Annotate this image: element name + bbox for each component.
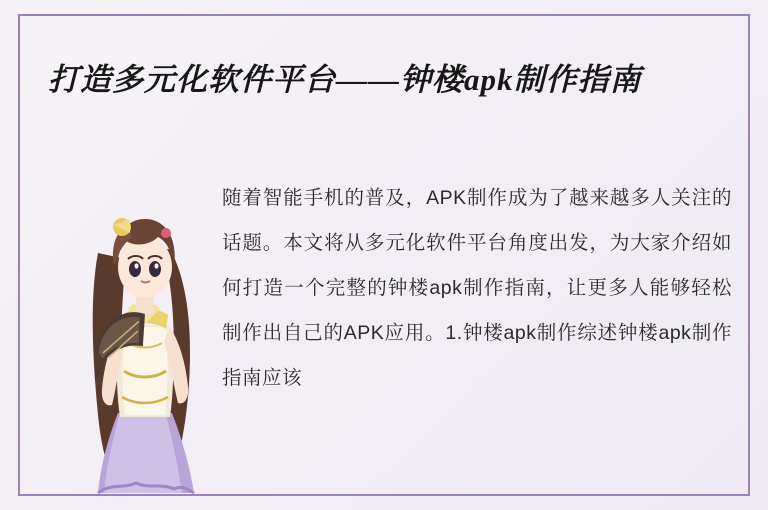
article-body: 随着智能手机的普及，APK制作成为了越来越多人关注的话题。本文将从多元化软件平台角度出发，为大家介绍如何打造一个完整的钟楼apk制作指南，让更多人能够轻松制作出自己的APK应用。1.钟楼apk制作综述钟楼apk制作指南应该 [222, 187, 732, 389]
page-title: 打造多元化软件平台——钟楼apk制作指南 [48, 62, 642, 97]
anime-girl-with-fan-illustration [62, 175, 222, 495]
